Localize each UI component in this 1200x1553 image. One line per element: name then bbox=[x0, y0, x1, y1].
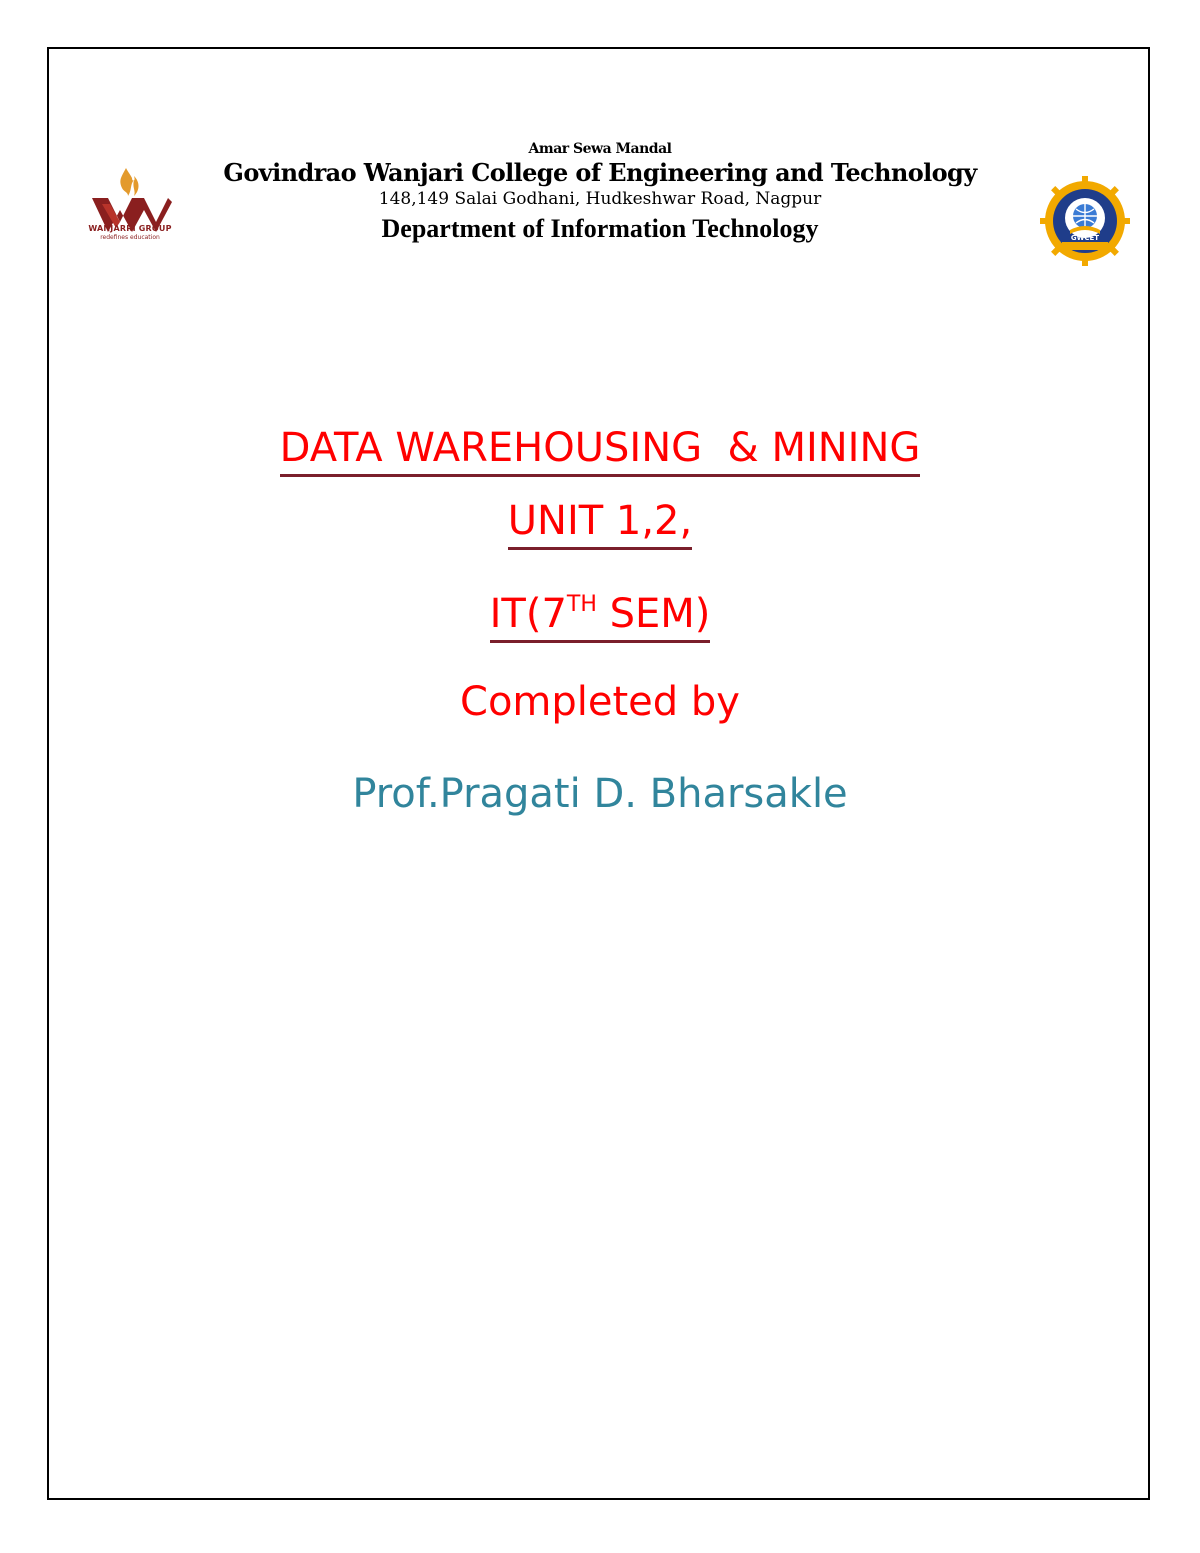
semester-line bbox=[0, 590, 1200, 643]
subject-title-line bbox=[0, 424, 1200, 477]
college-name: Govindrao Wanjari College of Engineering and Technology bbox=[223, 158, 977, 187]
logo-left-text1: WANJARRI GROUP bbox=[88, 224, 172, 233]
unit-line bbox=[0, 497, 1200, 550]
logo-right-text: GWCET bbox=[1070, 234, 1100, 242]
college-address: 148,149 Salai Godhani, Hudkeshwar Road, Nagpur bbox=[378, 189, 822, 209]
author-name: Prof.Pragati D. Bharsakle bbox=[352, 771, 848, 817]
semester-prefix: IT(7 bbox=[489, 591, 567, 637]
semester-superscript: TH bbox=[566, 592, 597, 617]
society-name: Amar Sewa Mandal bbox=[528, 141, 672, 157]
unit-title: UNIT 1,2, bbox=[508, 497, 692, 550]
department-name: Department of Information Technology bbox=[381, 214, 819, 243]
logo-left-text2: redefines education bbox=[100, 234, 160, 241]
college-header bbox=[0, 140, 1200, 246]
completed-by-label: Completed by bbox=[460, 679, 740, 725]
subject-title: DATA WAREHOUSING & MINING bbox=[280, 424, 921, 477]
semester-suffix: SEM) bbox=[596, 591, 711, 637]
semester-title bbox=[490, 590, 711, 643]
